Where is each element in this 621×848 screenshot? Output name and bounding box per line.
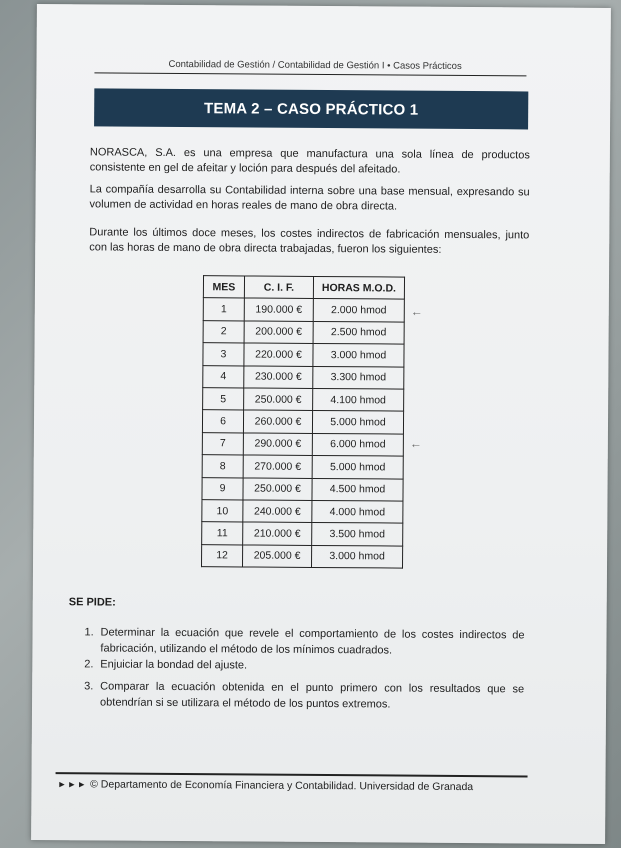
requirement-item [84, 678, 524, 713]
cell-mes: 9 [202, 477, 243, 500]
cell-horas: 2.000 hmod [313, 299, 404, 322]
table-row [202, 432, 403, 456]
cell-mes: 2 [203, 320, 244, 343]
title-bar [94, 88, 528, 129]
cell-mes: 3 [203, 343, 244, 366]
table-row [202, 544, 403, 568]
column-header-cif: C. I. F. [244, 276, 313, 299]
cell-mes: 8 [202, 455, 243, 478]
cell-horas: 4.100 hmod [313, 388, 404, 411]
requirement-number: 3. [84, 680, 94, 693]
cell-mes: 4 [203, 365, 244, 388]
cell-mes: 6 [202, 410, 243, 433]
cell-mes: 7 [202, 432, 243, 455]
header-rule [94, 72, 526, 76]
handwritten-arrow-icon: ← [410, 304, 423, 319]
table-row [202, 522, 403, 546]
footer-rule [56, 772, 528, 777]
costs-table [201, 275, 405, 568]
cell-horas: 5.000 hmod [312, 411, 403, 434]
requirement-text: Enjuiciar la bondad del ajuste. [100, 658, 248, 672]
cell-horas: 3.300 hmod [313, 366, 404, 389]
cell-cif: 205.000 € [242, 545, 311, 568]
requirement-item [84, 656, 524, 675]
footer [57, 778, 473, 793]
requirement-number: 2. [84, 658, 94, 671]
cell-mes: 11 [202, 522, 243, 545]
document-page [31, 4, 611, 844]
intro-paragraph: NORASCA, S.A. es una empresa que manufactura una sola línea de productos consistente en gel de afeitar y loción para después del afeitado. [89, 146, 530, 176]
table-row [203, 298, 404, 322]
table-row [202, 477, 403, 501]
table-row [203, 388, 404, 412]
cell-mes: 12 [202, 544, 243, 567]
table-row [203, 320, 404, 344]
column-header-horas: HORAS M.O.D. [313, 276, 404, 299]
footer-arrows-icon: ►►► [57, 779, 88, 790]
cell-cif: 250.000 € [243, 477, 312, 500]
cell-mes: 1 [203, 298, 244, 321]
accounting-paragraph: La compañía desarrolla su Contabilidad interna sobre una base mensual, expresando su volumen de actividad en horas reales de mano de obra directa. [89, 183, 530, 213]
cell-horas: 2.500 hmod [313, 321, 404, 344]
cell-cif: 290.000 € [243, 433, 312, 456]
running-header: Contabilidad de Gestión / Contabilidad de Gestión I • Casos Prácticos [168, 58, 462, 72]
cell-horas: 4.500 hmod [312, 478, 403, 501]
cell-cif: 250.000 € [244, 388, 313, 411]
footer-text: © Departamento de Economía Financiera y Contabilidad. Universidad de Granada [90, 778, 474, 794]
cell-cif: 240.000 € [243, 500, 312, 523]
cell-cif: 200.000 € [244, 321, 313, 344]
data-intro-paragraph: Durante los últimos doce meses, los costes indirectos de fabricación mensuales, junto con las horas de mano de obra directa trabajadas, fueron los siguientes: [89, 226, 530, 256]
page-title: TEMA 2 – CASO PRÁCTICO 1 [204, 99, 419, 119]
cell-horas: 6.000 hmod [312, 433, 403, 456]
requirement-text: Comparar la ecuación obtenida en el punto primero con los resultados que se obtendrían si se utilizara el método de los puntos extremos. [100, 680, 525, 711]
cell-cif: 220.000 € [244, 343, 313, 366]
cell-cif: 190.000 € [244, 298, 313, 321]
table-row [203, 365, 404, 389]
cell-mes: 10 [202, 500, 243, 523]
cell-horas: 4.000 hmod [312, 500, 403, 523]
cell-horas: 3.000 hmod [313, 344, 404, 367]
table-row [202, 410, 403, 434]
table-row [203, 343, 404, 367]
cell-horas: 5.000 hmod [312, 456, 403, 479]
cell-cif: 210.000 € [243, 522, 312, 545]
table-header-row [203, 276, 404, 300]
table-row [202, 455, 403, 479]
cell-cif: 260.000 € [243, 410, 312, 433]
cell-cif: 270.000 € [243, 455, 312, 478]
cell-horas: 3.000 hmod [311, 545, 402, 568]
cell-mes: 5 [203, 388, 244, 411]
cell-cif: 230.000 € [244, 366, 313, 389]
handwritten-arrow-icon: ← [409, 436, 422, 451]
requirement-text: Determinar la ecuación que revele el comportamiento de los costes indirectos de fabricación, utilizando el método de los mínimos cuadrados. [100, 626, 525, 657]
requirement-item [84, 624, 524, 659]
requirements-label: SE PIDE: [68, 596, 116, 609]
column-header-mes: MES [203, 276, 244, 299]
requirement-number: 1. [84, 626, 94, 639]
table-row [202, 500, 403, 524]
cell-horas: 3.500 hmod [312, 523, 403, 546]
